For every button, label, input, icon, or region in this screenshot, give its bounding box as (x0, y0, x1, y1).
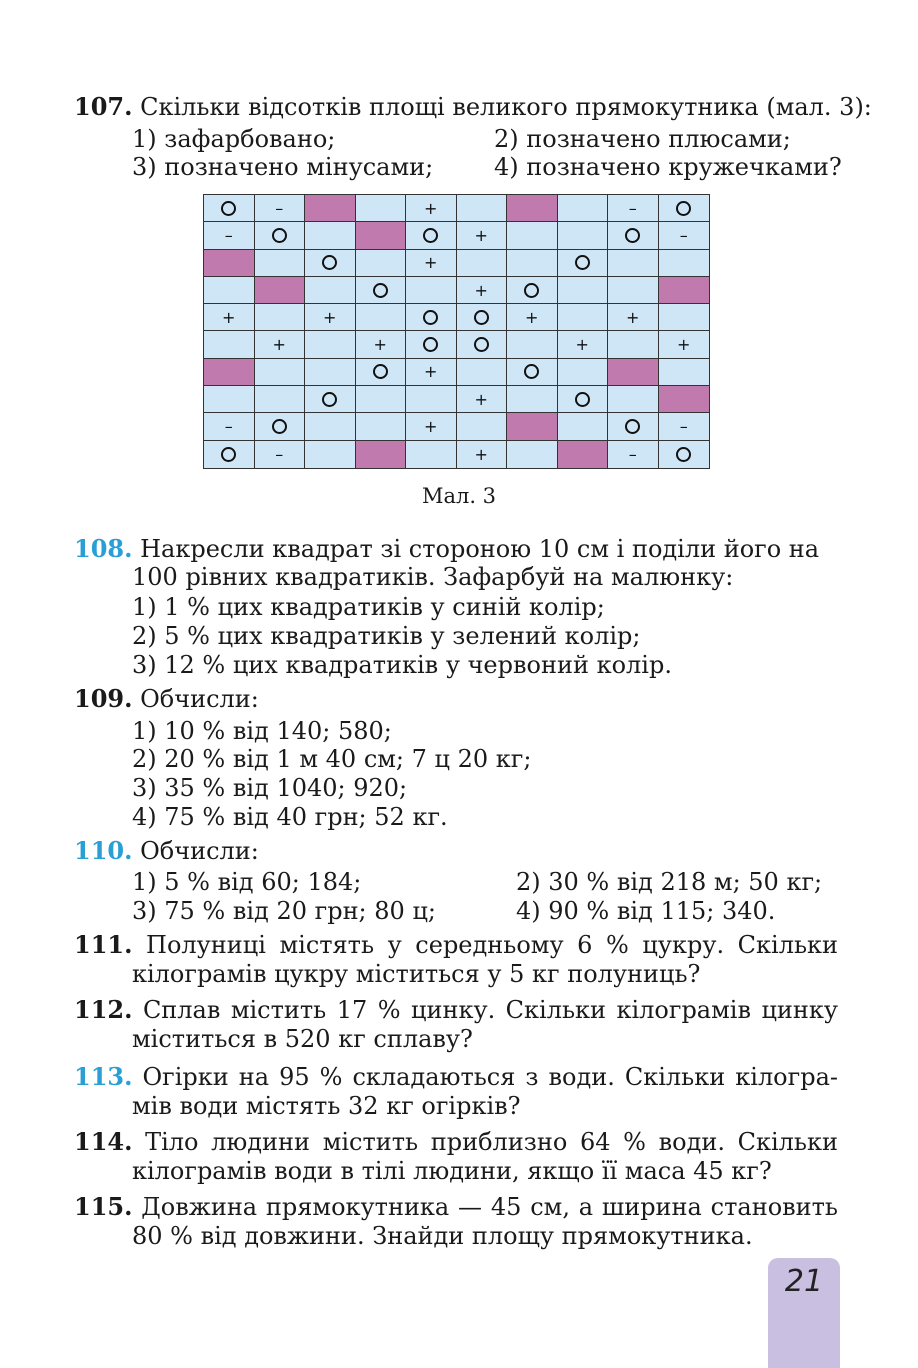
grid-cell (608, 386, 659, 413)
page-number: 21 (784, 1264, 824, 1299)
circle-mark-icon (575, 255, 590, 270)
plus-mark: + (677, 335, 691, 355)
grid-cell (255, 441, 306, 468)
problem-108 (74, 535, 819, 563)
grid-cell (608, 441, 659, 468)
problem-number: 113. (74, 1062, 133, 1091)
grid-cell (356, 277, 407, 304)
page-number-tab (768, 1258, 840, 1368)
grid-cell (659, 250, 710, 277)
grid-cell (204, 413, 255, 440)
problem-110 (74, 837, 259, 865)
grid-cell (356, 304, 407, 331)
grid-cell (457, 195, 508, 222)
problem-text: Обчисли: (140, 685, 259, 713)
circle-mark-icon (474, 310, 489, 325)
plus-mark: + (424, 253, 438, 273)
grid-cell (558, 386, 609, 413)
grid-cell (406, 277, 457, 304)
grid-cell (457, 413, 508, 440)
grid-cell (659, 413, 710, 440)
list-item: 2) 20 % від 1 м 40 см; 7 ц 20 кг; (132, 745, 532, 773)
grid-cell (305, 386, 356, 413)
list-item: 3) 75 % від 20 грн; 80 ц; (132, 897, 436, 925)
grid-cell (507, 359, 558, 386)
problem-text: Полуниці містять у середньому 6 % цукру. Скільки (146, 931, 839, 959)
grid-cell (406, 304, 457, 331)
grid-cell (608, 413, 659, 440)
circle-mark-icon (423, 337, 438, 352)
grid-cell (204, 386, 255, 413)
circle-mark-icon (373, 283, 388, 298)
grid-cell (356, 386, 407, 413)
plus-mark: + (525, 307, 539, 327)
grid-cell (659, 359, 710, 386)
grid-cell (204, 304, 255, 331)
circle-mark-icon (272, 419, 287, 434)
grid-cell (558, 277, 609, 304)
grid-cell (457, 304, 508, 331)
figure-grid (203, 194, 710, 469)
circle-mark-icon (474, 337, 489, 352)
problem-text-cont: 80 % від довжини. Знайди площу прямокутника. (132, 1222, 753, 1250)
problem-number: 110. (74, 836, 133, 865)
grid-cell (255, 195, 306, 222)
grid-cell (659, 277, 710, 304)
list-item: 1) 5 % від 60; 184; (132, 868, 362, 896)
figure-caption: Мал. 3 (421, 484, 497, 508)
grid-cell (558, 222, 609, 249)
circle-mark-icon (625, 419, 640, 434)
grid-cell (305, 331, 356, 358)
problem-number: 112. (74, 995, 133, 1024)
grid-cell (356, 413, 407, 440)
grid-cell (507, 195, 558, 222)
grid-cell (204, 441, 255, 468)
grid-cell (255, 277, 306, 304)
problem-text: Тіло людини містить приблизно 64 % води. Скільки (145, 1128, 838, 1156)
list-item: 2) 30 % від 218 м; 50 кг; (516, 868, 823, 896)
list-item: 1) зафарбовано; (132, 125, 336, 153)
minus-mark: – (679, 225, 688, 245)
grid-cell (305, 413, 356, 440)
problem-109 (74, 685, 259, 713)
circle-mark-icon (575, 392, 590, 407)
grid-cell (507, 222, 558, 249)
grid-cell (305, 304, 356, 331)
minus-mark: – (628, 444, 637, 464)
grid-cell (507, 331, 558, 358)
grid-cell (305, 222, 356, 249)
problem-text-cont: кілограмів цукру міститься у 5 кг полуниць? (132, 960, 701, 988)
problem-113 (74, 1063, 838, 1091)
problem-111 (74, 931, 838, 959)
list-item: 2) 5 % цих квадратиків у зелений колір; (132, 622, 641, 650)
grid-cell (305, 277, 356, 304)
list-item: 2) позначено плюсами; (494, 125, 791, 153)
minus-mark: – (275, 444, 284, 464)
grid-cell (558, 359, 609, 386)
grid-cell (659, 331, 710, 358)
circle-mark-icon (221, 447, 236, 462)
grid-cell (659, 222, 710, 249)
grid-cell (558, 331, 609, 358)
plus-mark: + (474, 225, 488, 245)
grid-cell (608, 222, 659, 249)
circle-mark-icon (221, 201, 236, 216)
grid-cell (507, 386, 558, 413)
plus-mark: + (626, 307, 640, 327)
plus-mark: + (424, 198, 438, 218)
grid-cell (255, 250, 306, 277)
minus-mark: – (628, 198, 637, 218)
plus-mark: + (474, 444, 488, 464)
circle-mark-icon (524, 364, 539, 379)
grid-cell (507, 277, 558, 304)
grid-cell (356, 222, 407, 249)
grid-cell (457, 250, 508, 277)
problem-text-cont: кілограмів води в тілі людини, якщо її маса 45 кг? (132, 1157, 772, 1185)
problem-number: 109. (74, 684, 133, 713)
grid-cell (204, 331, 255, 358)
grid-cell (507, 304, 558, 331)
grid-cell (255, 359, 306, 386)
problem-number: 114. (74, 1127, 133, 1156)
grid-cell (406, 331, 457, 358)
grid-cell (204, 359, 255, 386)
plus-mark: + (323, 307, 337, 327)
plus-mark: + (575, 335, 589, 355)
circle-mark-icon (676, 201, 691, 216)
grid-cell (659, 386, 710, 413)
grid-cell (659, 441, 710, 468)
grid-cell (406, 413, 457, 440)
grid-cell (255, 222, 306, 249)
circle-mark-icon (322, 392, 337, 407)
grid-cell (608, 304, 659, 331)
grid-cell (406, 359, 457, 386)
plus-mark: + (474, 389, 488, 409)
grid-cell (608, 331, 659, 358)
grid-cell (659, 195, 710, 222)
list-item: 4) позначено кружечками? (494, 153, 842, 181)
grid-cell (507, 441, 558, 468)
grid-cell (457, 331, 508, 358)
grid-cell (457, 222, 508, 249)
problem-text-cont: міститься в 520 кг сплаву? (132, 1025, 473, 1053)
grid-cell (406, 250, 457, 277)
grid-cell (406, 195, 457, 222)
list-item: 1) 10 % від 140; 580; (132, 717, 392, 745)
problem-number: 108. (74, 534, 133, 563)
problem-text-cont: мів води містять 32 кг огірків? (132, 1092, 521, 1120)
circle-mark-icon (524, 283, 539, 298)
circle-mark-icon (373, 364, 388, 379)
problem-number: 115. (74, 1192, 133, 1221)
list-item: 4) 75 % від 40 грн; 52 кг. (132, 803, 448, 831)
grid-cell (255, 304, 306, 331)
grid-cell (305, 359, 356, 386)
minus-mark: – (275, 198, 284, 218)
list-item: 3) 35 % від 1040; 920; (132, 774, 408, 802)
problem-112 (74, 996, 838, 1024)
list-item: 1) 1 % цих квадратиків у синій колір; (132, 593, 605, 621)
plus-mark: + (474, 280, 488, 300)
grid-cell (255, 413, 306, 440)
grid-cell (457, 441, 508, 468)
plus-mark: + (424, 362, 438, 382)
grid-cell (558, 195, 609, 222)
minus-mark: – (679, 417, 688, 437)
plus-mark: + (424, 417, 438, 437)
grid-cell (406, 386, 457, 413)
circle-mark-icon (423, 228, 438, 243)
circle-mark-icon (322, 255, 337, 270)
grid-cell (558, 413, 609, 440)
grid-cell (305, 441, 356, 468)
problem-text: Обчисли: (140, 837, 259, 865)
grid-cell (608, 359, 659, 386)
grid-cell (356, 195, 407, 222)
list-item: 3) 12 % цих квадратиків у червоний колір. (132, 651, 672, 679)
grid-cell (204, 277, 255, 304)
grid-cell (305, 195, 356, 222)
grid-cell (204, 195, 255, 222)
grid-cell (507, 413, 558, 440)
minus-mark: – (224, 417, 233, 437)
grid-cell (558, 304, 609, 331)
problem-text: Сплав містить 17 % цинку. Скільки кілограмів цинку (142, 996, 838, 1024)
grid-cell (457, 359, 508, 386)
list-item: 3) позначено мінусами; (132, 153, 434, 181)
problem-text: Огірки на 95 % складаються з води. Скільки кілогра- (142, 1063, 838, 1091)
grid-cell (356, 359, 407, 386)
problem-114 (74, 1128, 838, 1156)
grid-cell (457, 277, 508, 304)
grid-cell (356, 441, 407, 468)
circle-mark-icon (625, 228, 640, 243)
list-item: 4) 90 % від 115; 340. (516, 897, 776, 925)
grid-cell (406, 222, 457, 249)
problem-107 (74, 93, 872, 121)
grid-cell (406, 441, 457, 468)
grid-cell (305, 250, 356, 277)
plus-mark: + (222, 307, 236, 327)
problem-text: Довжина прямокутника — 45 см, а ширина становить (141, 1193, 838, 1221)
minus-mark: – (224, 225, 233, 245)
plus-mark: + (373, 335, 387, 355)
grid-cell (608, 277, 659, 304)
problem-115 (74, 1193, 838, 1221)
grid-cell (204, 222, 255, 249)
problem-text-cont: 100 рівних квадратиків. Зафарбуй на малюнку: (132, 563, 734, 591)
grid-cell (558, 441, 609, 468)
grid-cell (255, 331, 306, 358)
grid-cell (457, 386, 508, 413)
circle-mark-icon (272, 228, 287, 243)
problem-text: Скільки відсотків площі великого прямокутника (мал. 3): (140, 93, 872, 121)
grid-cell (255, 386, 306, 413)
circle-mark-icon (423, 310, 438, 325)
plus-mark: + (272, 335, 286, 355)
problem-number: 111. (74, 930, 133, 959)
grid-cell (608, 250, 659, 277)
grid-cell (558, 250, 609, 277)
grid-cell (356, 331, 407, 358)
grid-cell (659, 304, 710, 331)
grid-cell (356, 250, 407, 277)
grid-cell (204, 250, 255, 277)
grid-cell (608, 195, 659, 222)
problem-text: Накресли квадрат зі стороною 10 см і поділи його на (140, 535, 820, 563)
circle-mark-icon (676, 447, 691, 462)
grid-cell (507, 250, 558, 277)
problem-number: 107. (74, 92, 133, 121)
